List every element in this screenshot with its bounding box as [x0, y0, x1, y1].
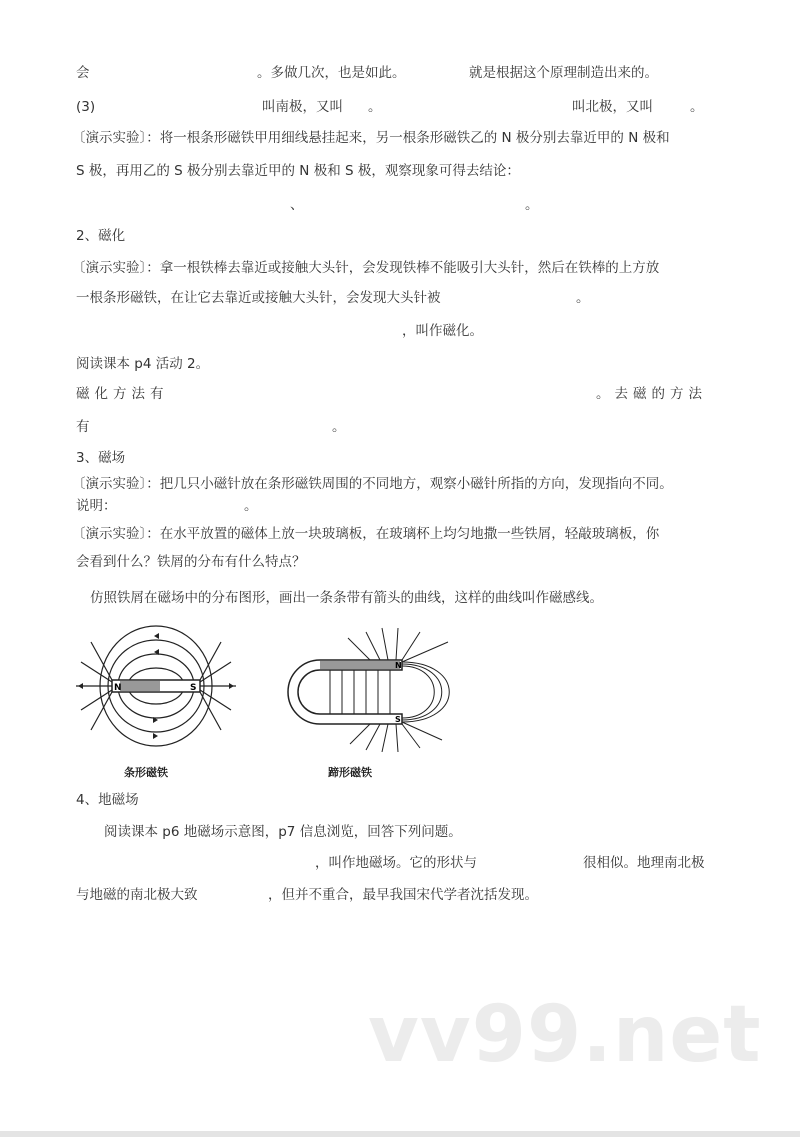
text: 。: [690, 99, 704, 115]
text: 有: [76, 419, 90, 435]
text: 仿照铁屑在磁场中的分布图形，画出一条条带有箭头的曲线，这样的曲线叫作磁感线。: [90, 590, 603, 606]
text: 。: [368, 99, 382, 115]
text: 叫北极，又叫: [572, 99, 653, 115]
text: 磁化方法有: [76, 386, 169, 402]
text: S 极，再用乙的 S 极分别去靠近甲的 N 极和 S 极，观察现象可得去结论：: [76, 163, 520, 179]
horseshoe-n-label: N: [395, 661, 402, 670]
text: ，叫作磁化。: [402, 323, 483, 339]
text: 阅读课本 p4 活动 2。: [76, 356, 210, 372]
section-heading: 2、磁化: [76, 228, 126, 244]
text: ，叫作地磁场。它的形状与: [315, 855, 477, 871]
section-heading: 3、磁场: [76, 450, 126, 466]
text: 。: [576, 290, 590, 306]
page-bottom-edge: [0, 1131, 800, 1137]
horseshoe-magnet-caption: 蹄形磁铁: [328, 766, 372, 779]
text: 。: [525, 197, 539, 213]
text: 会看到什么？铁屑的分布有什么特点？: [76, 554, 306, 570]
text: (3): [76, 99, 96, 115]
text: 就是根据这个原理制造出来的。: [469, 65, 658, 81]
bar-n-label: N: [114, 683, 122, 693]
text: 一根条形磁铁，在让它去靠近或接触大头针，会发现大头针被: [76, 290, 441, 306]
text: 。多做几次，也是如此。: [257, 65, 406, 81]
text: 〔演示实验〕：拿一根铁棒去靠近或接触大头针，会发现铁棒不能吸引大头针，然后在铁棒的上方放: [72, 260, 660, 276]
horseshoe-s-label: S: [395, 715, 401, 724]
section-heading: 4、地磁场: [76, 792, 139, 808]
text: 阅读课本 p6 地磁场示意图，p7 信息浏览，回答下列问题。: [104, 824, 462, 840]
bar-s-label: S: [190, 683, 197, 693]
text: 会: [76, 65, 90, 81]
text: 说明：: [76, 498, 117, 514]
text: 叫南极，又叫: [262, 99, 343, 115]
text: ，但并不重合，最早我国宋代学者沈括发现。: [268, 887, 538, 903]
watermark: vv99.net: [368, 990, 762, 1080]
text: 、: [290, 197, 304, 213]
bar-magnet-caption: 条形磁铁: [124, 766, 168, 779]
text: 与地磁的南北极大致: [76, 887, 198, 903]
text: 〔演示实验〕：将一根条形磁铁甲用细线悬挂起来，另一根条形磁铁乙的 N 极分别去靠近甲的 N 极和: [72, 130, 670, 146]
text: 。去磁的方法: [596, 386, 707, 402]
text: 。: [244, 498, 258, 514]
horseshoe-magnet-field-diagram: [270, 622, 470, 752]
text: 。: [332, 419, 346, 435]
text: 很相似。地理南北极: [583, 855, 705, 871]
text: 〔演示实验〕：把几只小磁针放在条形磁铁周围的不同地方，观察小磁针所指的方向，发现指向不同。: [72, 476, 673, 492]
bar-magnet-field-diagram: [76, 622, 236, 752]
text: 〔演示实验〕：在水平放置的磁体上放一块玻璃板，在玻璃杯上均匀地撒一些铁屑，轻敲玻璃板，你: [72, 526, 660, 542]
